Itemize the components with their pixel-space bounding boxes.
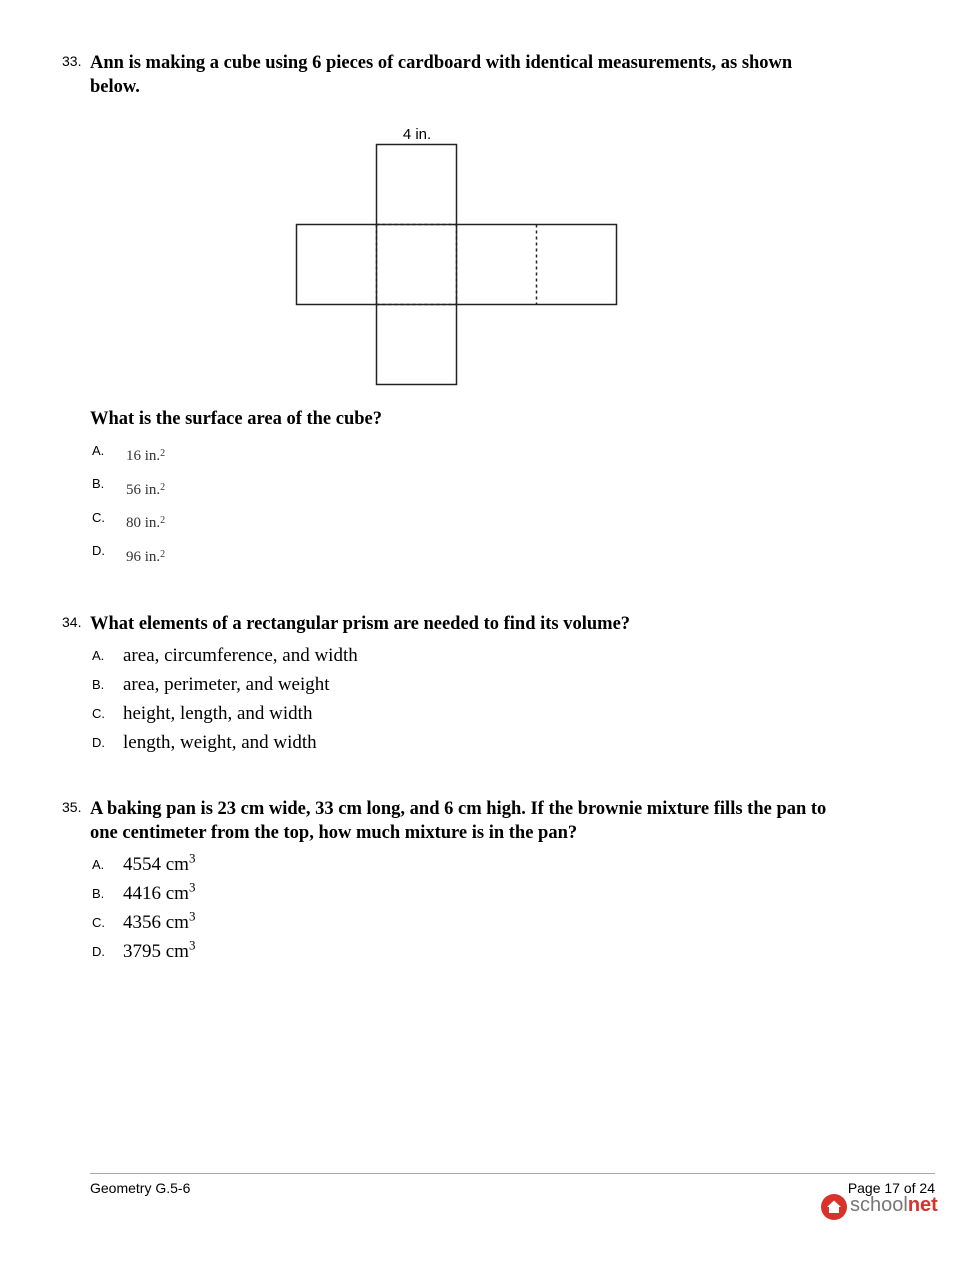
answer-choice[interactable]: length, weight, and width — [123, 732, 317, 753]
choice-value: 56 in. — [126, 482, 161, 498]
question-text-continued: below. — [90, 77, 140, 97]
choice-exponent: 3 — [188, 879, 196, 895]
net-top-square — [377, 145, 457, 225]
answer-choice[interactable] — [123, 850, 196, 876]
choice-value: 4356 cm — [123, 912, 189, 933]
choice-letter: C. — [92, 706, 105, 721]
choice-letter: A. — [92, 857, 105, 872]
choice-letter: D. — [92, 944, 105, 959]
choice-exponent: 3 — [188, 937, 196, 953]
question-text: A baking pan is 23 cm wide, 33 cm long, and 6 cm high. If the brownie mixture fills the pan to — [90, 799, 827, 819]
schoolnet-logo — [820, 1193, 940, 1223]
choice-value: 4416 cm — [123, 883, 189, 904]
answer-choice[interactable] — [126, 515, 165, 532]
answer-choice[interactable]: area, perimeter, and weight — [123, 674, 330, 695]
choice-exponent: 2 — [160, 448, 166, 459]
question-number: 33. — [62, 53, 82, 69]
answer-choice[interactable] — [123, 908, 196, 934]
choice-letter: C. — [92, 915, 105, 930]
answer-choice[interactable]: height, length, and width — [123, 703, 313, 724]
choice-value: 4554 cm — [123, 854, 189, 875]
answer-choice[interactable]: area, circumference, and width — [123, 645, 358, 666]
cube-net-figure — [280, 115, 630, 390]
question-prompt: What is the surface area of the cube? — [90, 409, 383, 429]
choice-letter: A. — [92, 648, 105, 663]
house-icon — [820, 1193, 848, 1221]
net-bottom-square — [377, 305, 457, 385]
net-left-square — [297, 225, 377, 305]
question-text: What elements of a rectangular prism are needed to find its volume? — [90, 614, 631, 634]
choice-exponent: 2 — [160, 549, 166, 560]
logo-school: school — [850, 1194, 908, 1216]
choice-value: 80 in. — [126, 515, 161, 531]
logo-net: net — [907, 1194, 938, 1216]
answer-choice[interactable] — [126, 482, 165, 499]
choice-letter: A. — [92, 443, 105, 458]
side-length-label: 4 in. — [402, 126, 432, 143]
choice-exponent: 2 — [160, 515, 166, 526]
footer-page-number: Page 17 of 24 — [847, 1180, 935, 1196]
choice-value: 16 in. — [126, 448, 161, 464]
logo-wordmark — [850, 1194, 938, 1217]
answer-choice[interactable] — [126, 448, 165, 465]
choice-value: 96 in. — [126, 549, 161, 565]
choice-letter: B. — [92, 476, 105, 491]
question-text: Ann is making a cube using 6 pieces of cardboard with identical measurements, as shown — [90, 53, 793, 73]
choice-exponent: 2 — [160, 482, 166, 493]
question-number: 34. — [62, 614, 82, 630]
choice-exponent: 3 — [188, 850, 196, 866]
question-text-continued: one centimeter from the top, how much mixture is in the pan? — [90, 823, 578, 843]
answer-choice[interactable] — [123, 879, 196, 905]
question-number: 35. — [62, 799, 82, 815]
answer-choice[interactable] — [126, 549, 165, 566]
choice-letter: B. — [92, 886, 105, 901]
choice-value: 3795 cm — [123, 941, 189, 962]
choice-exponent: 3 — [188, 908, 196, 924]
answer-choice[interactable] — [123, 937, 196, 963]
choice-letter: B. — [92, 677, 105, 692]
footer-course-title: Geometry G.5-6 — [90, 1180, 191, 1196]
footer-divider — [90, 1173, 935, 1174]
choice-letter: D. — [92, 543, 105, 558]
choice-letter: D. — [92, 735, 105, 750]
choice-letter: C. — [92, 510, 105, 525]
